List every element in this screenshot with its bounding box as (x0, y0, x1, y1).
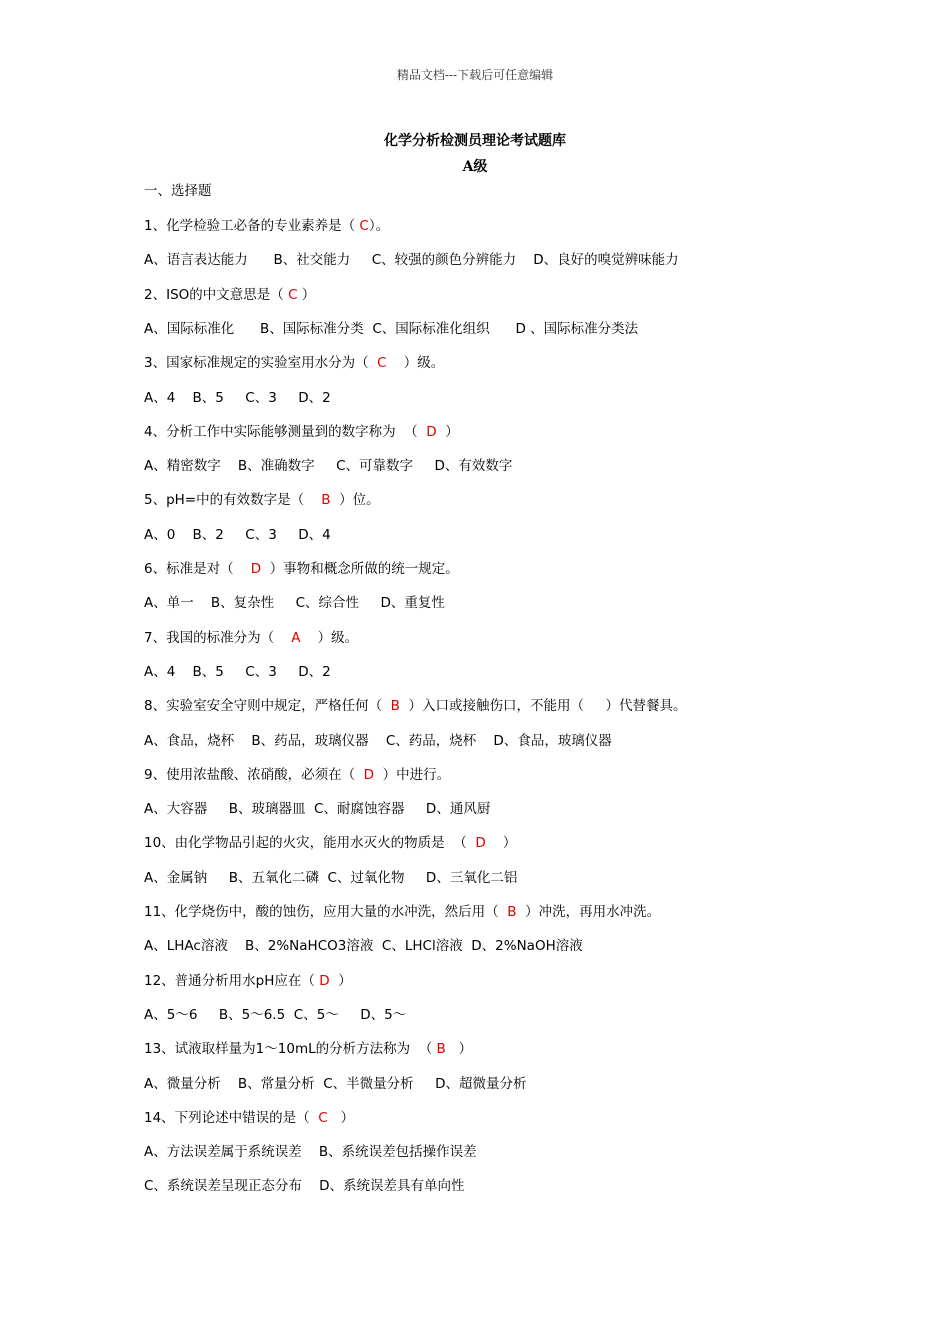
options-line (144, 251, 679, 269)
line-text: A、食品，烧杯 B、药品，玻璃仪器 C、药品，烧杯 D、食品，玻璃仪器 (144, 732, 612, 749)
options-line (144, 594, 445, 612)
line-text: 4、分析工作中实际能够测量到的数字称为 （ (144, 423, 427, 440)
options-line (144, 526, 331, 544)
line-text-end: ） (485, 835, 517, 852)
line-text: A、单一 B、复杂性 C、综合性 D、重复性 (144, 595, 445, 612)
answer-mark: C (359, 218, 369, 234)
document-header: 精品文档---下载后可任意编辑 (396, 68, 554, 82)
answer-mark: D (319, 972, 330, 989)
line-text: A、0 B、2 C、3 D、4 (144, 526, 331, 543)
question-line (144, 1040, 472, 1058)
line-text: 13、试液取样量为1～10mL的分析方法称为 （ (144, 1041, 437, 1058)
line-text: A、5～6 B、5～6.5 C、5～ D、5～ (144, 1006, 407, 1023)
line-text: 8、实验室安全守则中规定，严格任何（ (144, 698, 391, 715)
options-line (144, 800, 490, 818)
options-line (144, 320, 638, 338)
line-text-end: ）中进行。 (374, 766, 451, 783)
options-line (144, 1075, 527, 1093)
answer-mark: D (475, 835, 486, 852)
options-line (144, 1143, 477, 1161)
answer-mark: B (390, 698, 400, 715)
line-text: A、国际标准化 B、国际标准分类 C、国际标准化组织 D 、国际标准分类法 (144, 320, 639, 337)
level-heading: A级 (462, 159, 488, 175)
line-text: A、微量分析 B、常量分析 C、半微量分析 D、超微量分析 (144, 1075, 527, 1092)
answer-mark: B (507, 904, 517, 920)
line-text: A、精密数字 B、准确数字 C、可靠数字 D、有效数字 (144, 458, 513, 475)
line-text: A、大容器 B、玻璃器皿 C、耐腐蚀容器 D、通风厨 (144, 801, 491, 818)
options-line (144, 1177, 465, 1195)
line-text: A、4 B、5 C、3 D、2 (144, 389, 331, 406)
line-text: 9、使用浓盐酸、浓硝酸，必须在（ (144, 766, 364, 783)
question-line (144, 217, 389, 235)
question-line (144, 629, 358, 647)
options-line (144, 1006, 406, 1024)
question-line (144, 354, 444, 372)
answer-mark: C (318, 1109, 328, 1126)
line-text-end: ）。 (368, 218, 390, 234)
line-text: 3、国家标准规定的实验室用水分为（ (144, 355, 378, 372)
options-line (144, 389, 331, 407)
question-line (144, 423, 459, 441)
options-line (144, 732, 612, 750)
line-text: 1、化学检验工必备的专业素养是（ (144, 218, 360, 234)
line-text: C、系统误差呈现正态分布 D、系统误差具有单向性 (144, 1178, 465, 1195)
options-line (144, 663, 331, 681)
line-text-end: ） (436, 423, 459, 440)
line-text: 14、下列论述中错误的是（ (144, 1109, 319, 1126)
line-text-end: ）级。 (386, 355, 445, 372)
question-line (144, 286, 315, 304)
line-text: A、语言表达能力 B、社交能力 C、较强的颜色分辨能力 D、良好的嗅觉辨味能力 (144, 252, 679, 269)
line-text: 7、我国的标准分为（ (144, 629, 292, 646)
answer-mark: C (288, 286, 298, 303)
line-text-end: ）事物和概念所做的统一规定。 (261, 561, 459, 577)
document-title: 化学分析检测员理论考试题库 (384, 133, 566, 149)
options-line (144, 937, 583, 955)
answer-mark: C (377, 355, 387, 372)
answer-mark: D (250, 561, 262, 577)
line-text-end: ） (297, 286, 316, 303)
line-text: 11、化学烧伤中，酸的蚀伤，应用大量的水冲洗，然后用（ (144, 904, 508, 920)
answer-mark: A (291, 629, 301, 646)
line-text: A、方法误差属于系统误差 B、系统误差包括操作误差 (144, 1144, 477, 1161)
line-text: A、4 B、5 C、3 D、2 (144, 663, 331, 680)
line-text: 12、普通分析用水pH应在（ (144, 972, 320, 989)
line-text-end: ） (329, 972, 352, 989)
question-line (144, 697, 686, 715)
section-heading: 一、选择题 (144, 183, 212, 199)
question-line (144, 560, 459, 578)
options-line (144, 869, 517, 887)
question-line (144, 972, 352, 990)
line-text-end: ）位。 (330, 492, 380, 509)
line-text-end: ）级。 (300, 629, 359, 646)
answer-mark: D (426, 423, 437, 440)
question-line (144, 903, 660, 921)
line-text: A、金属钠 B、五氧化二磷 C、过氧化物 D、三氧化二铝 (144, 869, 518, 886)
line-text: 5、pH=中的有效数字是（ (144, 492, 322, 509)
line-text: 2、ISO的中文意思是（ (144, 286, 289, 303)
question-line (144, 834, 516, 852)
options-line (144, 457, 512, 475)
question-line (144, 491, 380, 509)
question-line (144, 766, 450, 784)
line-text-end: ）冲洗，再用水冲洗。 (516, 904, 661, 920)
line-text: A、LHAc溶液 B、2%NaHCO3溶液 C、LHCl溶液 D、2%NaOH溶液 (144, 938, 583, 955)
line-text: 6、标准是对（ (144, 561, 251, 577)
answer-mark: B (436, 1041, 446, 1058)
line-text: 10、由化学物品引起的火灾，能用水灭火的物质是 （ (144, 835, 476, 852)
line-text-end: ） (327, 1109, 355, 1126)
answer-mark: D (363, 766, 375, 783)
line-text-end: ）入口或接触伤口，不能用（ ）代替餐具。 (399, 698, 687, 715)
question-line (144, 1109, 354, 1127)
line-text-end: ） (445, 1041, 473, 1058)
answer-mark: B (321, 492, 331, 509)
